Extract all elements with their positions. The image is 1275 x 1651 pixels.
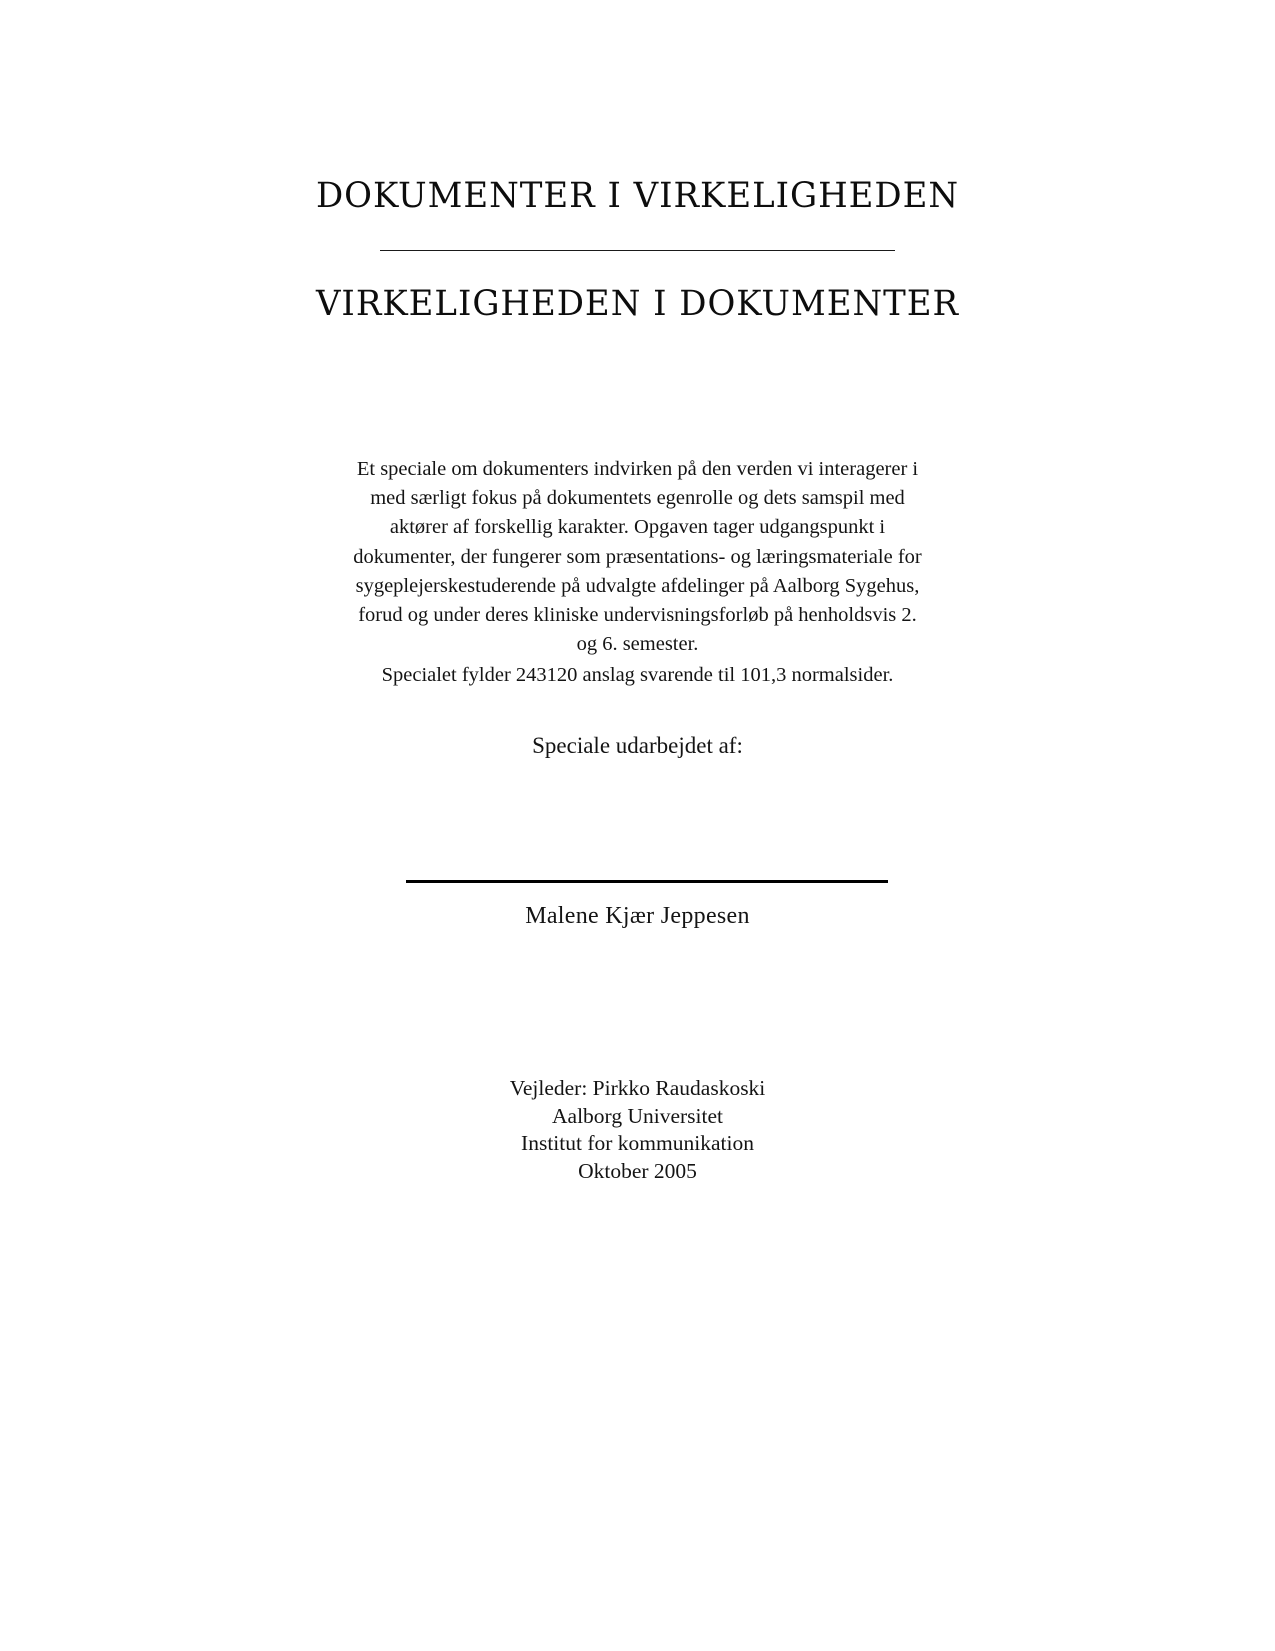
department-line: Institut for kommunikation — [521, 1131, 754, 1155]
abstract-block — [349, 455, 927, 659]
date-line: Oktober 2005 — [578, 1158, 697, 1183]
title-block — [0, 176, 1275, 325]
signature-line — [406, 880, 888, 883]
supervisor-line: Vejleder: Pirkko Raudaskoski — [509, 1076, 766, 1100]
byline-label: Speciale udarbejdet af: — [532, 733, 743, 758]
footer-block — [288, 1075, 988, 1185]
page-subtitle: VIRKELIGHEDEN I DOKUMENTER — [315, 284, 960, 325]
institution-line: Aalborg Universitet — [552, 1103, 723, 1128]
page-title: DOKUMENTER I VIRKELIGHEDEN — [315, 176, 960, 216]
abstract-text: Et speciale om dokumenters indvirken på den verden vi interagerer i med særligt fokus på dokumentets egenrolle og dets samspil med aktører af forskellig karakter. Opgaven tager udgangspunkt i dokumenter, der fungerer som præsentations- og læringsmateriale for sygeplejerskestuderende på udvalgte afdelinger på Aalborg Sygehus, forud og under deres kliniske undervisningsforløb på henholdsvis 2. og 6. semester. — [353, 458, 922, 656]
extent-statement: Specialet fylder 243120 anslag svarende til 101,3 normalsider. — [381, 664, 894, 686]
author-name: Malene Kjær Jeppesen — [525, 903, 750, 929]
title-divider — [380, 250, 895, 251]
